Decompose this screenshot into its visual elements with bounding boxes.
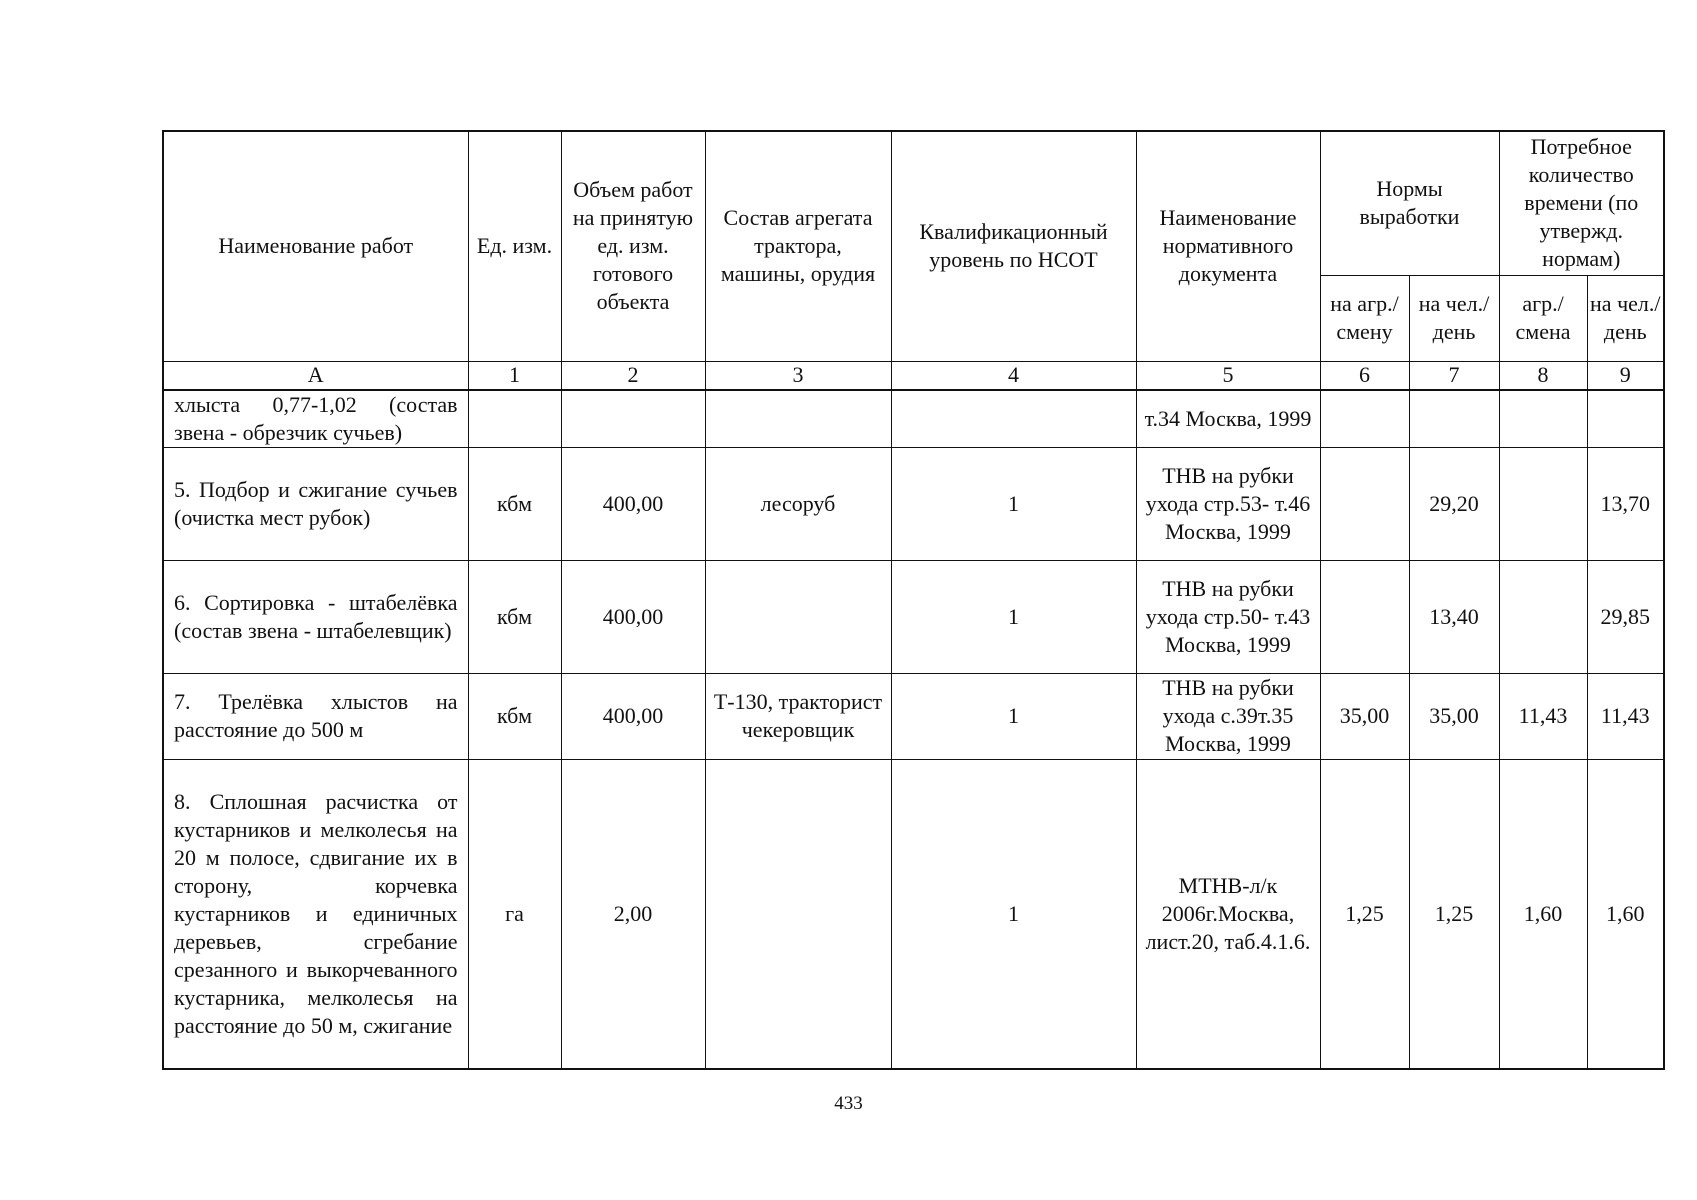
cell-volume: 400,00 [561, 447, 705, 560]
cell-norm-man: 1,25 [1409, 759, 1499, 1069]
column-index: 5 [1136, 361, 1320, 390]
cell-document: МТНВ-л/к 2006г.Москва, лист.20, таб.4.1.6. [1136, 759, 1320, 1069]
cell-qualification [891, 390, 1136, 448]
cell-name: хлыста 0,77-1,02 (состав звена - обрезчик сучьев) [163, 390, 468, 448]
cell-volume: 400,00 [561, 673, 705, 759]
cell-unit: га [468, 759, 561, 1069]
column-index: 6 [1320, 361, 1409, 390]
cell-volume: 400,00 [561, 560, 705, 673]
cell-norm-man: 13,40 [1409, 560, 1499, 673]
cell-volume [561, 390, 705, 448]
header-time-man: на чел./ день [1587, 275, 1664, 361]
cell-time-agr [1499, 447, 1587, 560]
cell-time-man: 1,60 [1587, 759, 1664, 1069]
header-qualification: Квалификационный уровень по НСОТ [891, 131, 1136, 361]
header-norms-agr: на агр./ смену [1320, 275, 1409, 361]
work-norms-table [162, 130, 1665, 1070]
header-unit: Ед. изм. [468, 131, 561, 361]
cell-time-man: 29,85 [1587, 560, 1664, 673]
column-index: 7 [1409, 361, 1499, 390]
header-composition: Состав агрегата трактора, машины, орудия [705, 131, 891, 361]
cell-composition: лесоруб [705, 447, 891, 560]
cell-name: 6. Сортировка - штабелёвка (состав звена - штабелевщик) [163, 560, 468, 673]
header-norms: Нормы выработки [1320, 131, 1499, 275]
cell-time-man: 13,70 [1587, 447, 1664, 560]
table-row [163, 759, 1664, 1069]
table-body [163, 390, 1664, 1070]
column-index-row [163, 361, 1664, 390]
header-time-agr: агр./ смена [1499, 275, 1587, 361]
cell-composition [705, 560, 891, 673]
table-row [163, 560, 1664, 673]
cell-norm-agr: 35,00 [1320, 673, 1409, 759]
column-index: 3 [705, 361, 891, 390]
cell-time-man: 11,43 [1587, 673, 1664, 759]
cell-document: т.34 Москва, 1999 [1136, 390, 1320, 448]
cell-name: 5. Подбор и сжигание сучьев (очистка мест рубок) [163, 447, 468, 560]
cell-qualification: 1 [891, 560, 1136, 673]
cell-time-agr [1499, 390, 1587, 448]
column-index: А [163, 361, 468, 390]
cell-unit: кбм [468, 560, 561, 673]
cell-composition [705, 390, 891, 448]
cell-name: 7. Трелёвка хлыстов на расстояние до 500 м [163, 673, 468, 759]
cell-norm-man: 29,20 [1409, 447, 1499, 560]
cell-unit: кбм [468, 673, 561, 759]
column-index: 9 [1587, 361, 1664, 390]
header-volume: Объем работ на принятую ед. изм. готового объекта [561, 131, 705, 361]
header-norms-man: на чел./ день [1409, 275, 1499, 361]
cell-document: ТНВ на рубки ухода с.39т.35 Москва, 1999 [1136, 673, 1320, 759]
cell-unit: кбм [468, 447, 561, 560]
cell-norm-agr: 1,25 [1320, 759, 1409, 1069]
header-name: Наименование работ [163, 131, 468, 361]
cell-qualification: 1 [891, 759, 1136, 1069]
column-index: 8 [1499, 361, 1587, 390]
column-index: 1 [468, 361, 561, 390]
cell-qualification: 1 [891, 673, 1136, 759]
cell-document: ТНВ на рубки ухода стр.53- т.46 Москва, 1999 [1136, 447, 1320, 560]
cell-norm-man [1409, 390, 1499, 448]
cell-volume: 2,00 [561, 759, 705, 1069]
cell-document: ТНВ на рубки ухода стр.50- т.43 Москва, 1999 [1136, 560, 1320, 673]
table-header [163, 131, 1664, 390]
page-number: 433 [834, 1093, 863, 1114]
cell-name: 8. Сплошная расчистка от кустарников и мелколесья на 20 м полосе, сдвигание их в сторону, корчевка кустарников и единичных деревьев, сгребание срезанного и выкорчеванного кустарника, мелколесья на расстояние до 50 м, сжигание [163, 759, 468, 1069]
cell-norm-man: 35,00 [1409, 673, 1499, 759]
cell-norm-agr [1320, 447, 1409, 560]
table-row [163, 673, 1664, 759]
cell-composition [705, 759, 891, 1069]
table-row [163, 447, 1664, 560]
column-index: 2 [561, 361, 705, 390]
cell-norm-agr [1320, 560, 1409, 673]
cell-time-man [1587, 390, 1664, 448]
cell-composition: Т-130, тракторист чекеровщик [705, 673, 891, 759]
column-index: 4 [891, 361, 1136, 390]
cell-unit [468, 390, 561, 448]
cell-time-agr: 11,43 [1499, 673, 1587, 759]
cell-time-agr [1499, 560, 1587, 673]
cell-qualification: 1 [891, 447, 1136, 560]
table-row [163, 390, 1664, 448]
cell-norm-agr [1320, 390, 1409, 448]
header-time: Потребное количество времени (по утвержд. нормам) [1499, 131, 1664, 275]
header-document: Наименование нормативного документа [1136, 131, 1320, 361]
cell-time-agr: 1,60 [1499, 759, 1587, 1069]
